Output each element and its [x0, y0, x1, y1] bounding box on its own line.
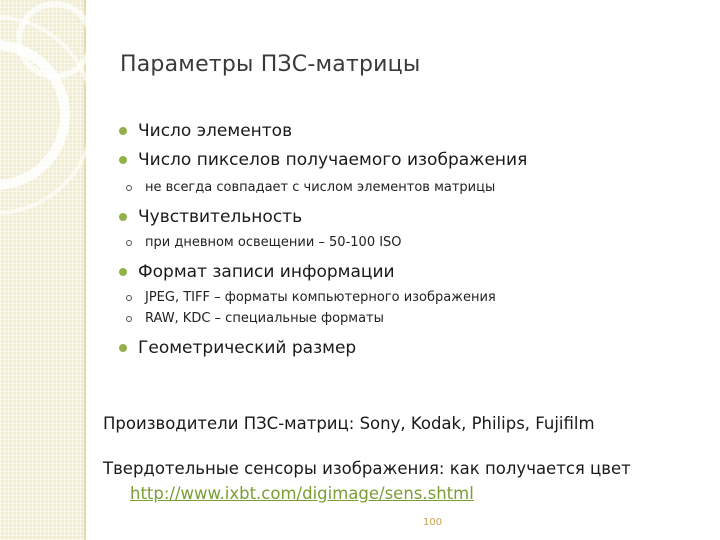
bullet-dot [119, 127, 127, 135]
sub-bullet-ring [126, 240, 132, 246]
bullet-text: Число элементов [138, 121, 293, 141]
sub-item [120, 308, 698, 329]
bullet-item [118, 118, 698, 144]
producers-line: Производители ПЗС-матриц: Sony, Kodak, Philips, Fujifilm [103, 414, 595, 433]
solid-state-sensors-line: Твердотельные сенсоры изображения: как получается цвет [103, 459, 631, 478]
bullet-dot [119, 213, 127, 221]
sub-list [120, 177, 698, 198]
bullet-text: Геометрический размер [138, 338, 357, 358]
sub-item [120, 177, 698, 198]
sub-item-text: JPEG, TIFF – форматы компьютерного изображения [145, 290, 496, 305]
bullet-item [118, 204, 698, 230]
sub-item-text: RAW, KDC – специальные форматы [145, 311, 384, 326]
sub-item-text: при дневном освещении – 50-100 ISO [145, 235, 402, 250]
bullet-text: Число пикселов получаемого изображения [138, 150, 528, 170]
bullet-dot [119, 344, 127, 352]
sub-bullet-ring [126, 185, 132, 191]
sensors-article-link[interactable]: http://www.ixbt.com/digimage/sens.shtml [130, 484, 474, 503]
bullet-text: Формат записи информации [138, 262, 395, 282]
sub-bullet-ring [126, 316, 132, 322]
page-number: 100 [423, 517, 443, 528]
sub-item-text: не всегда совпадает с числом элементов матрицы [145, 180, 496, 195]
bullet-item [118, 147, 698, 173]
sub-item [120, 232, 698, 253]
sub-list [120, 287, 698, 329]
bullet-text: Чувствительность [138, 207, 303, 227]
decorative-circles [0, 0, 130, 260]
sub-bullet-ring [126, 295, 132, 301]
bullet-dot [119, 156, 127, 164]
slide-title: Параметры ПЗС-матрицы [120, 52, 421, 77]
bullet-dot [119, 268, 127, 276]
sub-item [120, 287, 698, 308]
bullet-item [118, 259, 698, 285]
bullet-item [118, 335, 698, 361]
bullet-list [118, 118, 698, 361]
sub-list [120, 232, 698, 253]
